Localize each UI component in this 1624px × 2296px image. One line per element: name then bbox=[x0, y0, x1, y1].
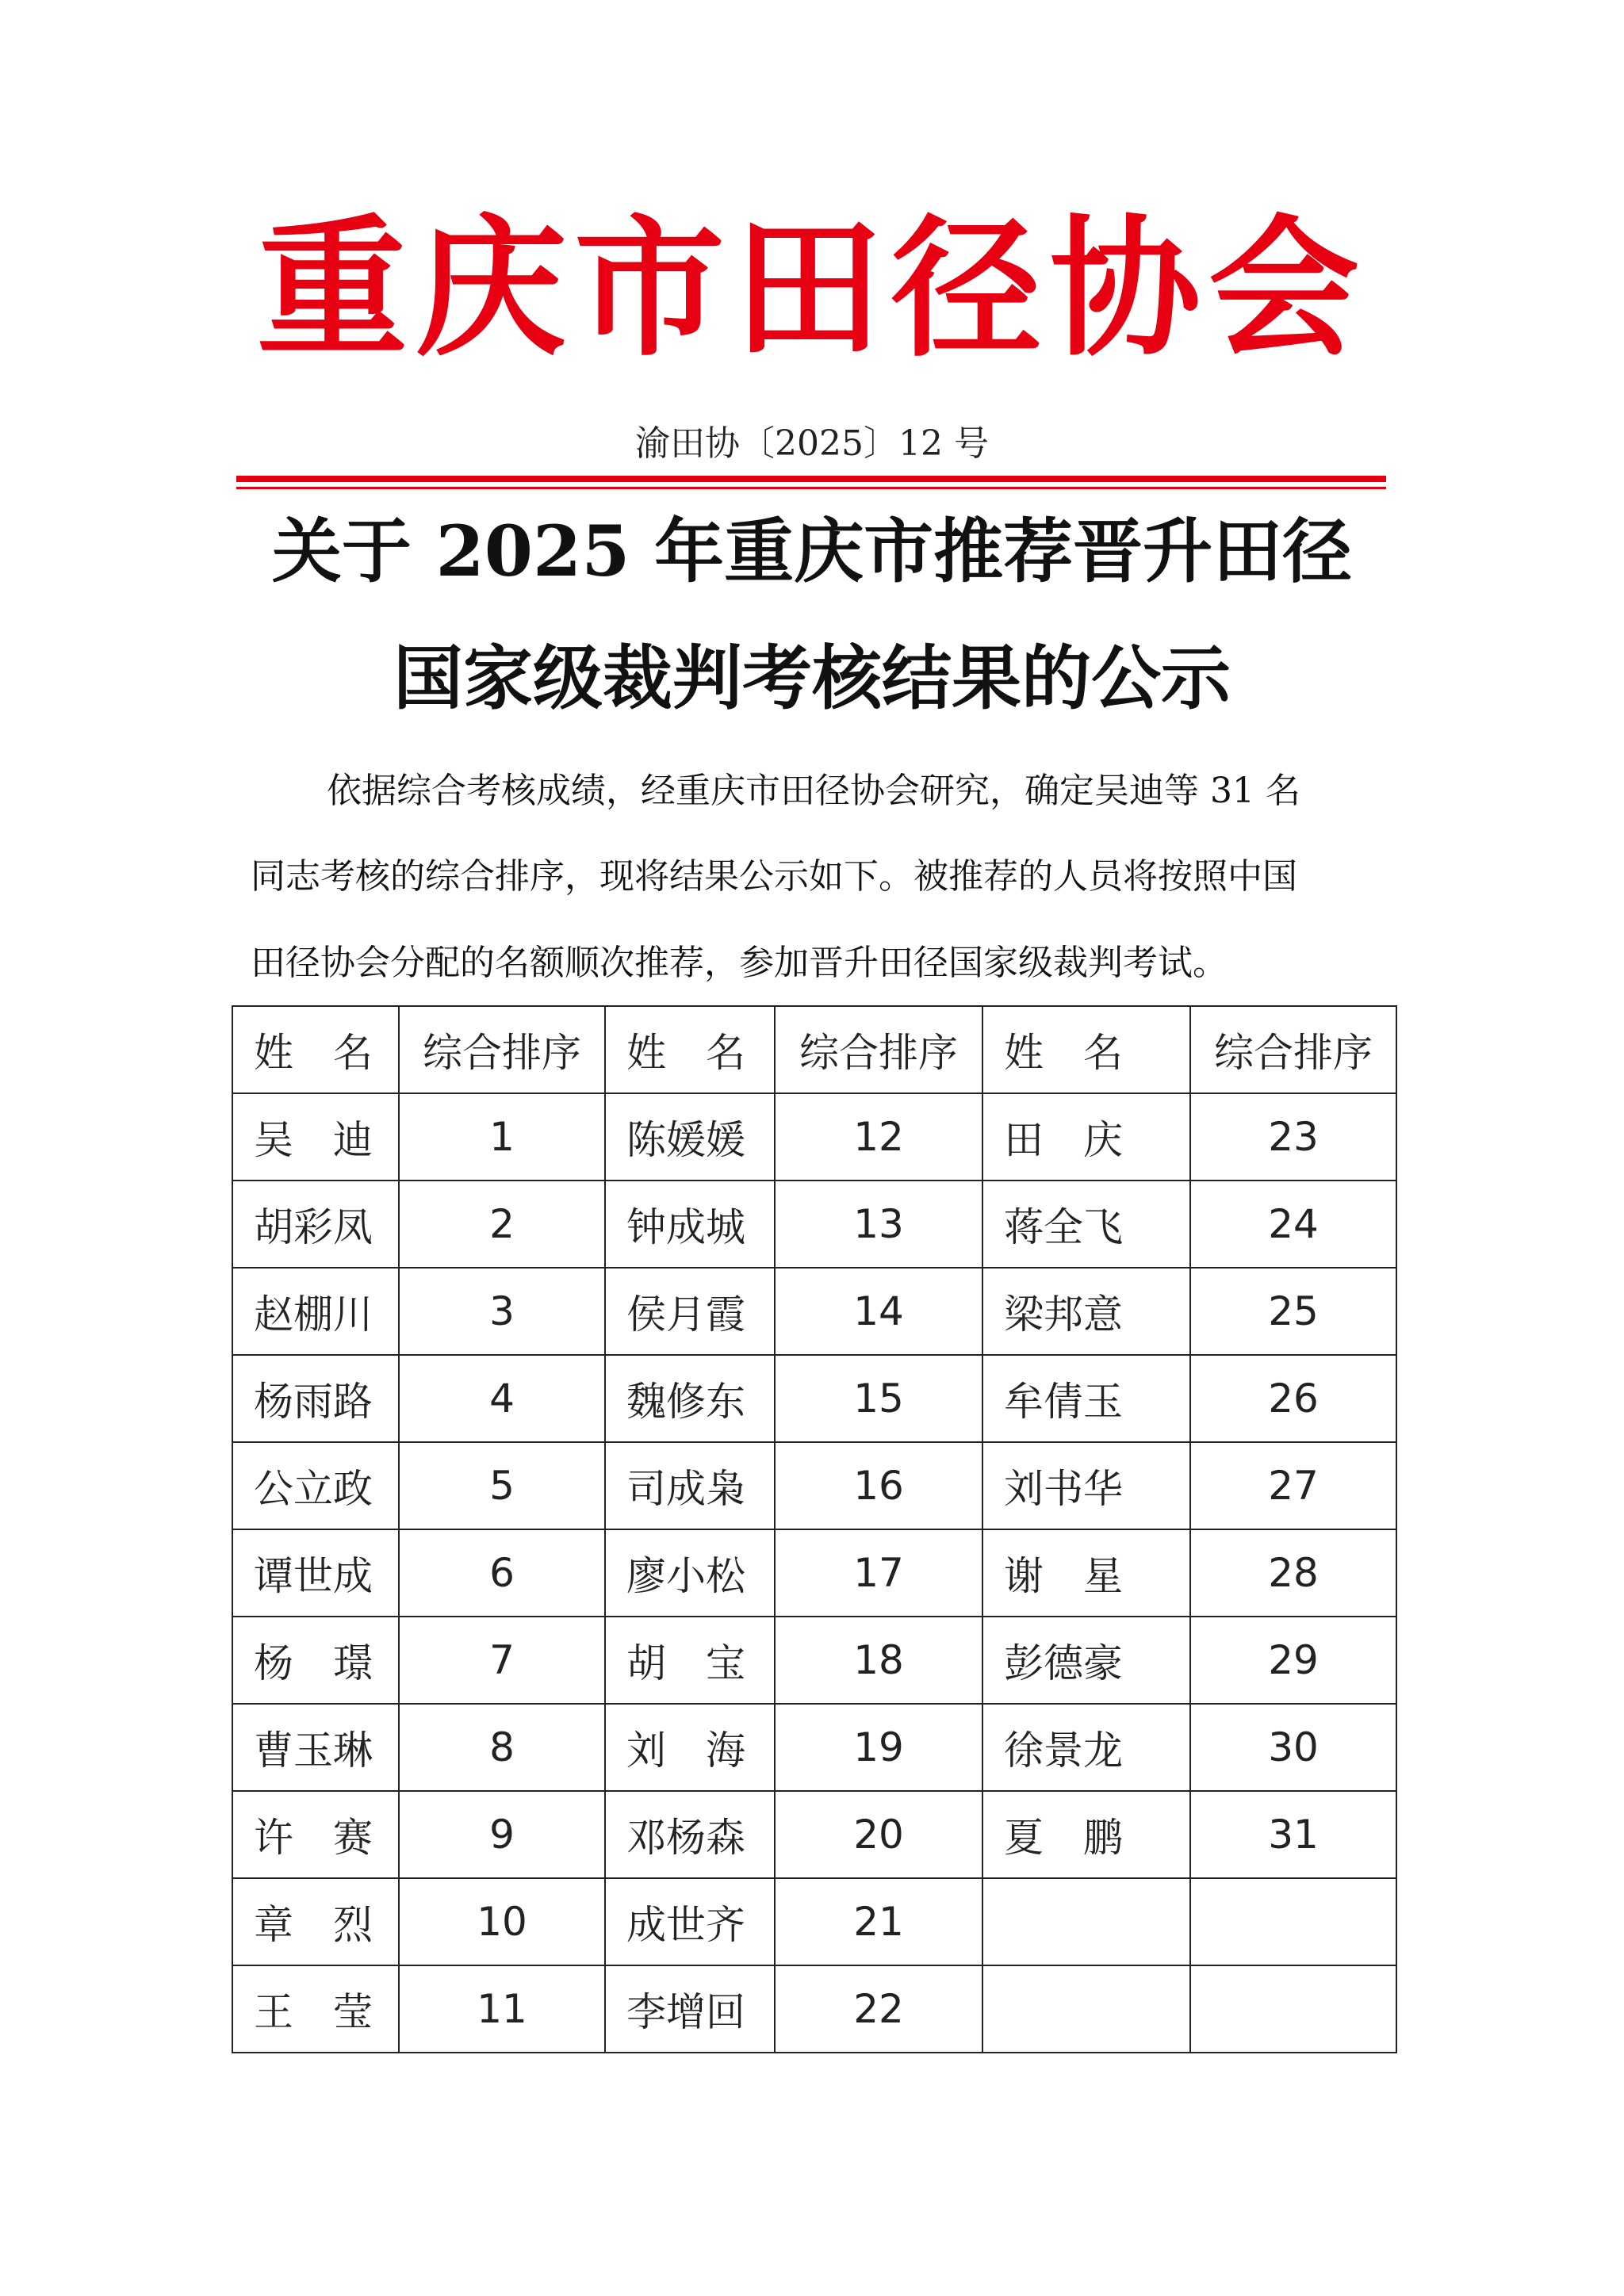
rank-cell: 30 bbox=[1190, 1704, 1396, 1791]
name-cell: 侯月霞 bbox=[605, 1268, 775, 1355]
document-number: 渝田协〔2025〕12 号 bbox=[635, 423, 989, 464]
red-divider-thin bbox=[236, 487, 1386, 489]
body-paragraph-line-2: 同志考核的综合排序，现将结果公示如下。被推荐的人员将按照中国 bbox=[251, 856, 1297, 897]
name-cell: 牟倩玉 bbox=[982, 1355, 1190, 1442]
table-row bbox=[232, 1529, 1396, 1617]
name-cell: 邓杨森 bbox=[605, 1791, 775, 1878]
rank-cell: 14 bbox=[775, 1268, 982, 1355]
red-divider-thick bbox=[236, 476, 1386, 482]
table-row bbox=[232, 1442, 1396, 1529]
table-row bbox=[232, 1878, 1396, 1965]
name-cell: 刘书华 bbox=[982, 1442, 1190, 1529]
rank-cell: 27 bbox=[1190, 1442, 1396, 1529]
name-cell: 徐景龙 bbox=[982, 1704, 1190, 1791]
notice-title-line-2: 国家级裁判考核结果的公示 bbox=[393, 637, 1231, 719]
name-cell: 许 赛 bbox=[232, 1791, 399, 1878]
rank-cell: 8 bbox=[399, 1704, 605, 1791]
name-cell: 钟成城 bbox=[605, 1181, 775, 1268]
rank-cell bbox=[1190, 1878, 1396, 1965]
name-cell bbox=[982, 1878, 1190, 1965]
rank-cell: 6 bbox=[399, 1529, 605, 1617]
rank-cell: 2 bbox=[399, 1181, 605, 1268]
org-header-title: 重庆市田径协会 bbox=[256, 201, 1367, 377]
name-cell: 王 莹 bbox=[232, 1965, 399, 2053]
rank-cell: 31 bbox=[1190, 1791, 1396, 1878]
name-cell: 杨 璟 bbox=[232, 1617, 399, 1704]
table-row bbox=[232, 1181, 1396, 1268]
rank-cell: 1 bbox=[399, 1093, 605, 1181]
name-cell: 田 庆 bbox=[982, 1093, 1190, 1181]
rank-cell: 29 bbox=[1190, 1617, 1396, 1704]
rank-cell: 19 bbox=[775, 1704, 982, 1791]
rank-cell: 23 bbox=[1190, 1093, 1396, 1181]
name-cell: 章 烈 bbox=[232, 1878, 399, 1965]
header-name: 姓 名 bbox=[982, 1006, 1190, 1093]
rank-cell: 16 bbox=[775, 1442, 982, 1529]
table-row bbox=[232, 1965, 1396, 2053]
header-name: 姓 名 bbox=[232, 1006, 399, 1093]
table-row bbox=[232, 1093, 1396, 1181]
name-cell: 胡彩凤 bbox=[232, 1181, 399, 1268]
header-rank: 综合排序 bbox=[775, 1006, 982, 1093]
results-table bbox=[232, 1005, 1397, 2053]
table-row bbox=[232, 1791, 1396, 1878]
name-cell: 彭德豪 bbox=[982, 1617, 1190, 1704]
name-cell: 夏 鹏 bbox=[982, 1791, 1190, 1878]
name-cell: 廖小松 bbox=[605, 1529, 775, 1617]
name-cell: 谭世成 bbox=[232, 1529, 399, 1617]
rank-cell: 13 bbox=[775, 1181, 982, 1268]
table-header-row bbox=[232, 1006, 1396, 1093]
rank-cell: 21 bbox=[775, 1878, 982, 1965]
header-name: 姓 名 bbox=[605, 1006, 775, 1093]
rank-cell: 12 bbox=[775, 1093, 982, 1181]
table-row bbox=[232, 1617, 1396, 1704]
name-cell: 刘 海 bbox=[605, 1704, 775, 1791]
rank-cell: 25 bbox=[1190, 1268, 1396, 1355]
header-rank: 综合排序 bbox=[399, 1006, 605, 1093]
name-cell: 李增回 bbox=[605, 1965, 775, 2053]
name-cell: 胡 宝 bbox=[605, 1617, 775, 1704]
body-paragraph-line-3: 田径协会分配的名额顺次推荐，参加晋升田径国家级裁判考试。 bbox=[251, 943, 1228, 983]
rank-cell: 20 bbox=[775, 1791, 982, 1878]
rank-cell: 24 bbox=[1190, 1181, 1396, 1268]
name-cell: 谢 星 bbox=[982, 1529, 1190, 1617]
name-cell: 梁邦意 bbox=[982, 1268, 1190, 1355]
table-row bbox=[232, 1704, 1396, 1791]
rank-cell: 28 bbox=[1190, 1529, 1396, 1617]
name-cell: 杨雨路 bbox=[232, 1355, 399, 1442]
name-cell: 公立政 bbox=[232, 1442, 399, 1529]
header-rank: 综合排序 bbox=[1190, 1006, 1396, 1093]
rank-cell: 3 bbox=[399, 1268, 605, 1355]
name-cell: 吴 迪 bbox=[232, 1093, 399, 1181]
name-cell: 魏修东 bbox=[605, 1355, 775, 1442]
rank-cell bbox=[1190, 1965, 1396, 2053]
rank-cell: 10 bbox=[399, 1878, 605, 1965]
rank-cell: 11 bbox=[399, 1965, 605, 2053]
name-cell: 曹玉琳 bbox=[232, 1704, 399, 1791]
rank-cell: 18 bbox=[775, 1617, 982, 1704]
table-row bbox=[232, 1355, 1396, 1442]
rank-cell: 15 bbox=[775, 1355, 982, 1442]
name-cell bbox=[982, 1965, 1190, 2053]
name-cell: 赵棚川 bbox=[232, 1268, 399, 1355]
table-row bbox=[232, 1268, 1396, 1355]
name-cell: 成世齐 bbox=[605, 1878, 775, 1965]
rank-cell: 26 bbox=[1190, 1355, 1396, 1442]
notice-title-line-1: 关于 2025 年重庆市推荐晋升田径 bbox=[271, 510, 1353, 592]
body-paragraph-line-1: 依据综合考核成绩，经重庆市田径协会研究，确定吴迪等 31 名 bbox=[327, 771, 1300, 811]
rank-cell: 22 bbox=[775, 1965, 982, 2053]
rank-cell: 5 bbox=[399, 1442, 605, 1529]
rank-cell: 17 bbox=[775, 1529, 982, 1617]
name-cell: 司成枭 bbox=[605, 1442, 775, 1529]
rank-cell: 7 bbox=[399, 1617, 605, 1704]
name-cell: 陈媛媛 bbox=[605, 1093, 775, 1181]
rank-cell: 9 bbox=[399, 1791, 605, 1878]
rank-cell: 4 bbox=[399, 1355, 605, 1442]
name-cell: 蒋全飞 bbox=[982, 1181, 1190, 1268]
